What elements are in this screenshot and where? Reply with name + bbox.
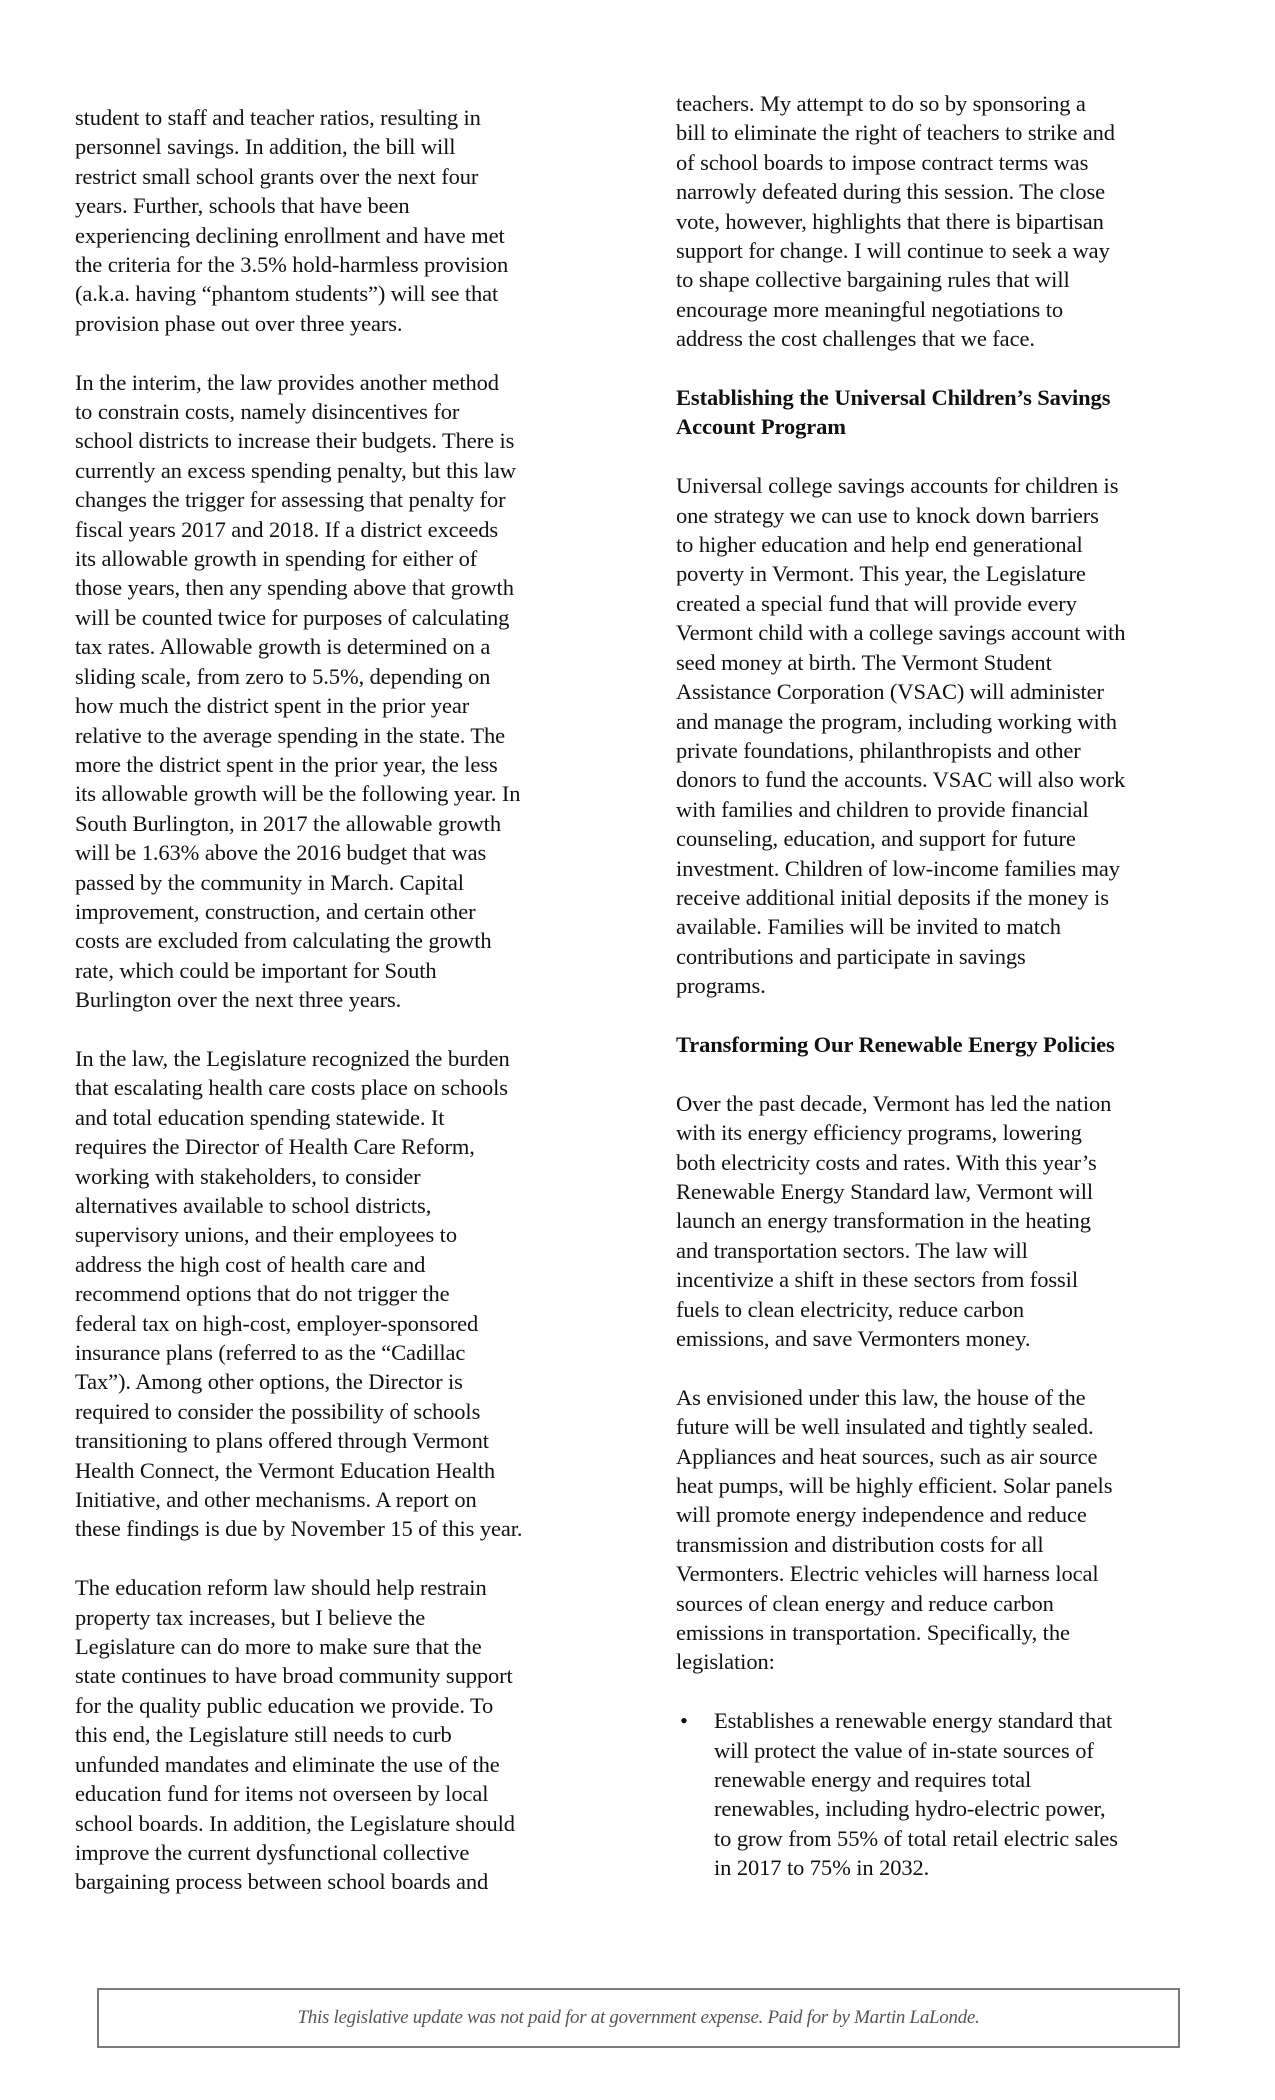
- legislation-bullet-list: [676, 1706, 1224, 1882]
- text-line: renewable energy and requires total: [714, 1767, 1032, 1793]
- text-line: created a special fund that will provide every: [676, 590, 1077, 616]
- text-line: working with stakeholders, to consider: [75, 1163, 421, 1189]
- text-line: heat pumps, will be highly efficient. Solar panels: [676, 1473, 1113, 1499]
- text-line: legislation:: [676, 1649, 775, 1675]
- text-line: rate, which could be important for South: [75, 957, 437, 983]
- text-line: In the interim, the law provides another method: [75, 369, 499, 395]
- bullet-item-renewable-standard: [676, 1706, 1224, 1882]
- text-line: emissions in transportation. Specifically, the: [676, 1620, 1070, 1646]
- text-line: Establishes a renewable energy standard that: [714, 1708, 1113, 1734]
- text-line: to shape collective bargaining rules that will: [676, 267, 1070, 293]
- paragraph-collective-bargaining: [676, 89, 1224, 354]
- text-line: contributions and participate in savings: [676, 943, 1026, 969]
- text-line: to higher education and help end generational: [676, 532, 1083, 558]
- text-line: alternatives available to school districts,: [75, 1193, 432, 1218]
- bullet-text: [714, 1706, 1224, 1882]
- text-line: donors to fund the accounts. VSAC will also work: [676, 767, 1126, 793]
- text-line: Establishing the Universal Children’s Savings: [676, 385, 1111, 411]
- paragraph-savings-account: [676, 471, 1224, 1000]
- text-line: improve the current dysfunctional collective: [75, 1839, 470, 1865]
- text-line: Vermont child with a college savings account with: [676, 620, 1126, 646]
- text-line: requires the Director of Health Care Reform,: [75, 1134, 475, 1160]
- left-column: [75, 103, 620, 1926]
- paragraph-excess-spending: [75, 368, 620, 1015]
- text-line: years. Further, schools that have been: [75, 193, 410, 219]
- text-line: (a.k.a. having “phantom students”) will see that: [75, 281, 499, 307]
- text-line: education fund for items not overseen by local: [75, 1781, 489, 1807]
- text-line: its allowable growth in spending for either of: [75, 546, 478, 572]
- section-heading-savings-account: [676, 383, 1224, 442]
- text-line: poverty in Vermont. This year, the Legislature: [676, 561, 1086, 587]
- text-line: currently an excess spending penalty, but this law: [75, 457, 516, 483]
- text-line: these findings is due by November 15 of this year.: [75, 1516, 523, 1542]
- text-line: state continues to have broad community support: [75, 1663, 513, 1689]
- text-line: both electricity costs and rates. With this year’s: [676, 1149, 1097, 1175]
- text-line: Renewable Energy Standard law, Vermont will: [676, 1178, 1094, 1204]
- text-line: to grow from 55% of total retail electric sales: [714, 1825, 1118, 1851]
- text-line: sources of clean energy and reduce carbon: [676, 1590, 1054, 1616]
- text-line: Tax”). Among other options, the Director is: [75, 1369, 463, 1395]
- text-line: school districts to increase their budgets. There is: [75, 428, 515, 454]
- text-line: sliding scale, from zero to 5.5%, depending on: [75, 663, 491, 689]
- text-line: relative to the average spending in the state. The: [75, 722, 506, 748]
- text-line: property tax increases, but I believe the: [75, 1604, 426, 1630]
- text-line: transitioning to plans offered through Vermont: [75, 1428, 489, 1454]
- text-line: future will be well insulated and tightly sealed.: [676, 1414, 1094, 1440]
- text-line: federal tax on high-cost, employer-sponsored: [75, 1310, 479, 1336]
- text-line: required to consider the possibility of schools: [75, 1398, 481, 1424]
- text-line: the criteria for the 3.5% hold-harmless provision: [75, 252, 509, 278]
- text-line: will promote energy independence and reduce: [676, 1502, 1087, 1528]
- text-line: its allowable growth will be the following year. In: [75, 781, 521, 807]
- text-line: renewables, including hydro-electric power,: [714, 1796, 1106, 1822]
- paragraph-house-of-future: [676, 1383, 1224, 1677]
- text-line: support for change. I will continue to seek a way: [676, 238, 1110, 264]
- text-line: Appliances and heat sources, such as air source: [676, 1443, 1098, 1469]
- paragraph-health-care-costs: [75, 1044, 620, 1544]
- text-line: with its energy efficiency programs, lowering: [676, 1120, 1082, 1146]
- text-line: changes the trigger for assessing that penalty for: [75, 487, 506, 513]
- text-line: Universal college savings accounts for children is: [676, 473, 1119, 499]
- text-line: and total education spending statewide. It: [75, 1104, 445, 1130]
- text-line: Vermonters. Electric vehicles will harness local: [676, 1561, 1099, 1587]
- text-line: Initiative, and other mechanisms. A report on: [75, 1487, 477, 1513]
- text-line: programs.: [676, 973, 766, 999]
- right-column: [676, 89, 1224, 1883]
- bullet-icon: •: [680, 1708, 688, 1734]
- text-line: bargaining process between school boards and: [75, 1869, 489, 1895]
- text-line: in 2017 to 75% in 2032.: [714, 1855, 930, 1881]
- text-line: address the cost challenges that we face.: [676, 326, 1035, 352]
- text-line: will be 1.63% above the 2016 budget that was: [75, 840, 487, 866]
- text-line: insurance plans (referred to as the “Cadillac: [75, 1340, 466, 1366]
- text-line: incentivize a shift in these sectors from fossil: [676, 1267, 1078, 1293]
- text-line: student to staff and teacher ratios, resulting in: [75, 105, 481, 130]
- text-line: receive additional initial deposits if the money is: [676, 884, 1109, 910]
- text-line: available. Families will be invited to match: [676, 914, 1061, 940]
- text-line: emissions, and save Vermonters money.: [676, 1326, 1031, 1351]
- paragraph-energy-efficiency: [676, 1089, 1224, 1354]
- footer-disclaimer-box: [97, 1988, 1180, 2048]
- text-line: tax rates. Allowable growth is determined on a: [75, 634, 491, 660]
- text-line: Health Connect, the Vermont Education Health: [75, 1457, 496, 1483]
- text-line: of school boards to impose contract terms was: [676, 149, 1089, 175]
- text-line: South Burlington, in 2017 the allowable growth: [75, 810, 501, 836]
- text-line: Burlington over the next three years.: [75, 987, 402, 1013]
- text-line: teachers. My attempt to do so by sponsoring a: [676, 91, 1086, 116]
- text-line: passed by the community in March. Capital: [75, 869, 464, 895]
- text-line: narrowly defeated during this session. The close: [676, 179, 1106, 205]
- text-line: investment. Children of low-income families may: [676, 855, 1120, 881]
- text-line: this end, the Legislature still needs to curb: [75, 1722, 452, 1748]
- text-line: one strategy we can use to knock down barriers: [676, 502, 1099, 528]
- text-line: fuels to clean electricity, reduce carbon: [676, 1296, 1025, 1322]
- text-line: The education reform law should help restrain: [75, 1575, 487, 1601]
- text-line: will protect the value of in-state sources of: [714, 1737, 1094, 1763]
- text-line: Assistance Corporation (VSAC) will administer: [676, 679, 1104, 705]
- text-line: to constrain costs, namely disincentives for: [75, 399, 460, 425]
- text-line: In the law, the Legislature recognized the burden: [75, 1045, 510, 1071]
- text-line: counseling, education, and support for future: [676, 826, 1076, 852]
- text-line: for the quality public education we provide. To: [75, 1692, 494, 1718]
- text-line: costs are excluded from calculating the growth: [75, 928, 492, 954]
- text-line: Over the past decade, Vermont has led the nation: [676, 1090, 1112, 1116]
- text-line: Transforming Our Renewable Energy Policies: [676, 1031, 1115, 1057]
- text-line: Legislature can do more to make sure that the: [75, 1634, 482, 1660]
- text-line: with families and children to provide financial: [676, 796, 1089, 822]
- paragraph-staff-ratios: [75, 103, 620, 338]
- text-line: experiencing declining enrollment and have met: [75, 222, 505, 248]
- text-line: launch an energy transformation in the heating: [676, 1208, 1091, 1234]
- text-line: and manage the program, including working with: [676, 708, 1117, 734]
- text-line: bill to eliminate the right of teachers to strike and: [676, 120, 1115, 146]
- text-line: school boards. In addition, the Legislature should: [75, 1810, 515, 1836]
- text-line: Account Program: [676, 414, 846, 440]
- text-line: personnel savings. In addition, the bill will: [75, 134, 456, 160]
- text-line: and transportation sectors. The law will: [676, 1237, 1028, 1263]
- text-line: improvement, construction, and certain other: [75, 898, 476, 924]
- text-line: more the district spent in the prior year, the less: [75, 751, 498, 777]
- text-line: seed money at birth. The Vermont Student: [676, 649, 1052, 675]
- text-line: vote, however, highlights that there is bipartisan: [676, 208, 1104, 234]
- text-line: supervisory unions, and their employees to: [75, 1222, 457, 1248]
- text-line: unfunded mandates and eliminate the use of the: [75, 1751, 500, 1777]
- text-line: recommend options that do not trigger the: [75, 1281, 450, 1307]
- text-line: how much the district spent in the prior year: [75, 693, 470, 719]
- footer-disclaimer-text: This legislative update was not paid for at government expense. Paid for by Martin LaLonde.: [297, 2007, 980, 2028]
- text-line: provision phase out over three years.: [75, 310, 403, 336]
- section-heading-renewable-energy: [676, 1030, 1224, 1059]
- paragraph-education-reform: [75, 1573, 620, 1896]
- text-line: transmission and distribution costs for all: [676, 1531, 1044, 1557]
- text-line: that escalating health care costs place on schools: [75, 1075, 508, 1101]
- text-line: address the high cost of health care and: [75, 1251, 426, 1277]
- text-line: encourage more meaningful negotiations to: [676, 296, 1064, 322]
- text-line: fiscal years 2017 and 2018. If a district exceeds: [75, 516, 499, 542]
- text-line: restrict small school grants over the next four: [75, 163, 479, 189]
- text-line: private foundations, philanthropists and other: [676, 737, 1081, 763]
- text-line: As envisioned under this law, the house of the: [676, 1384, 1086, 1410]
- text-line: will be counted twice for purposes of calculating: [75, 604, 510, 630]
- text-line: those years, then any spending above that growth: [75, 575, 514, 601]
